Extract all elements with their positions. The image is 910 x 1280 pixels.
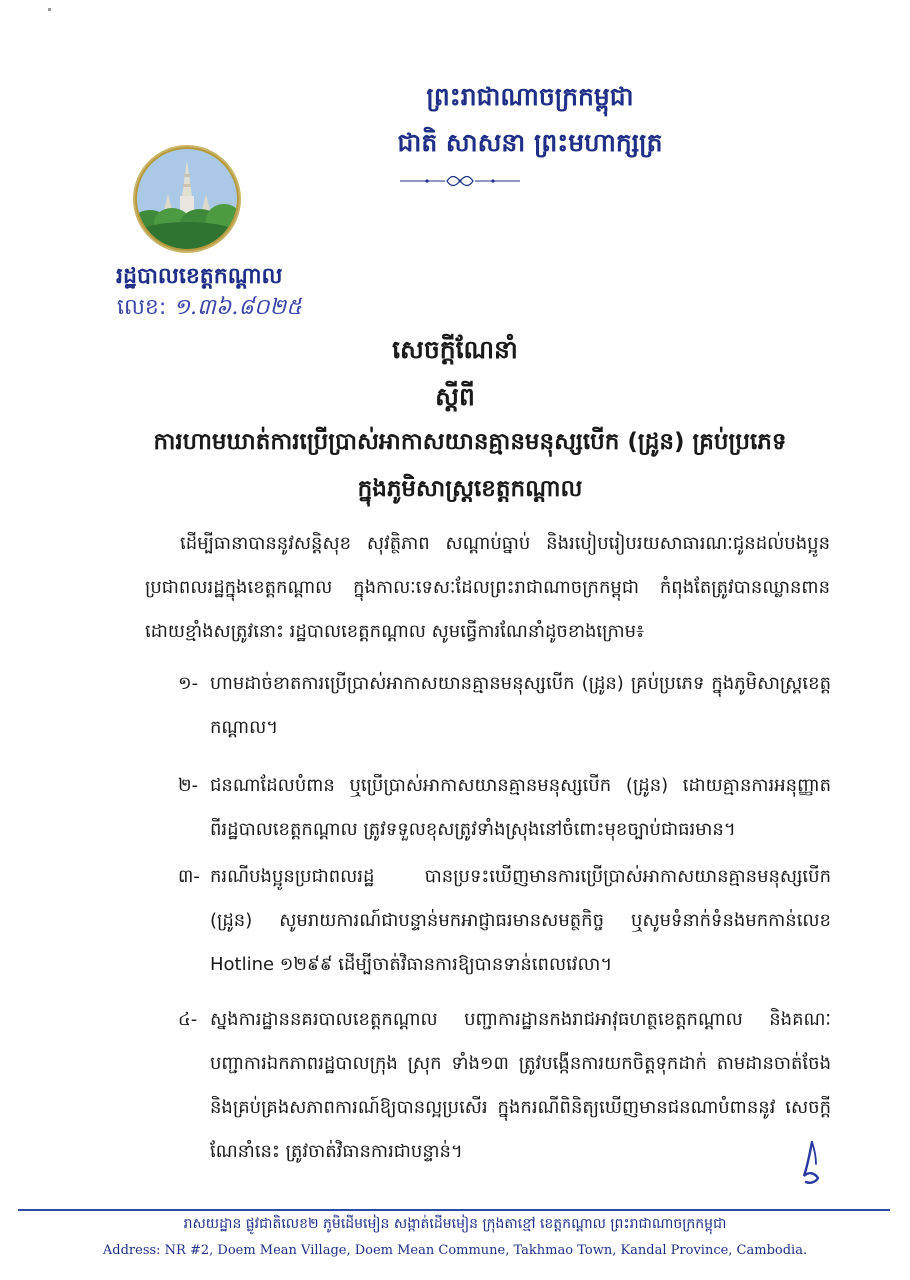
provincial-seal-icon <box>132 144 242 254</box>
item-number: ៤- <box>178 1009 198 1030</box>
intro-paragraph: ដើម្បីធានាបាននូវសន្តិសុខ សុវត្ថិភាព សណ្ដាប់ធ្នាប់ និងរបៀបរៀបរយសាធារណៈជូនដល់បងប្អូនប្រជាពលរដ្ឋក្នុងខេត្តកណ្ដាល ក្នុងកាលៈទេសៈដែលព្រះរាជាណាចក្រកម្ពុជា កំពុងតែត្រូវបានឈ្លានពានដោយខ្មាំងសត្រូវនោះ រដ្ឋបាលខេត្តកណ្ដាល សូមធ្វើការណែនាំដូចខាងក្រោម៖ <box>145 533 830 642</box>
footer-address-kh: រាសយដ្ឋាន ផ្លូវជាតិលេខ២ ភូមិដើមមៀន សង្កាត់ដើមមៀន ក្រុងតាខ្មៅ ខេត្តកណ្ដាល ព្រះរាជាណាចក្រកម្ពុជា <box>183 1216 727 1232</box>
document-about: ស្ដីពី <box>435 382 475 411</box>
item-number: ៣- <box>178 866 200 887</box>
issuing-office: រដ្ឋបាលខេត្តកណ្ដាល <box>116 264 283 289</box>
instruction-item <box>178 998 831 1174</box>
instruction-item <box>178 855 831 987</box>
ornament-divider-icon <box>395 172 525 190</box>
item-number: ២- <box>178 775 199 796</box>
item-text: ហាមដាច់ខាតការប្រើប្រាស់អាកាសយានគ្មានមនុស្សបើក (ដ្រូន) គ្រប់ប្រភេទ ក្នុងភូមិសាស្ត្រខេត្តកណ្ដាល។ <box>210 673 831 738</box>
instruction-item <box>178 662 831 750</box>
subject-line-1: ការហាមឃាត់ការប្រើប្រាស់អាកាសយានគ្មានមនុស្សបើក (ដ្រូន) គ្រប់ប្រភេទ <box>153 429 787 455</box>
reference-label: លេខ: <box>117 295 167 320</box>
reference-value: ១.៣៦.៨០២៥ <box>173 295 302 320</box>
footer-address-en: Address: NR #2, Doem Mean Village, Doem Mean Commune, Takhmao Town, Kandal Province, Cambodia. <box>102 1243 808 1258</box>
national-motto: ជាតិ សាសនា ព្រះមហាក្សត្រ <box>397 128 663 157</box>
document-type: សេចក្ដីណែនាំ <box>392 335 518 364</box>
subject-line-2: ក្នុងភូមិសាស្ត្រខេត្តកណ្ដាល <box>357 476 583 502</box>
footer-divider <box>18 1209 890 1211</box>
instruction-item <box>178 764 831 852</box>
item-text: ជនណាដែលបំពាន ឬប្រើប្រាស់អាកាសយានគ្មានមនុស្សបើក (ដ្រូន) ដោយគ្មានការអនុញ្ញាត ពីរដ្ឋបាលខេត្តកណ្ដាល ត្រូវទទួលខុសត្រូវទាំងស្រុងនៅចំពោះមុខច្បាប់ជាធរមាន។ <box>210 775 831 840</box>
item-text: ករណីបងប្អូនប្រជាពលរដ្ឋ បានប្រទះឃើញមានការប្រើប្រាស់អាកាសយានគ្មានមនុស្សបើក (ដ្រូន) សូមរាយការណ៍ជាបន្ទាន់មកអាជ្ញាធរមានសមត្ថកិច្ច ឬសូមទំនាក់ទំនងមកកាន់លេខ Hotline ១២៩៩ ដើម្បីចាត់វិធានការឱ្យបានទាន់ពេលវេលា។ <box>210 866 831 975</box>
scan-mark <box>48 8 51 11</box>
signature-initial-icon <box>796 1138 828 1190</box>
item-text: ស្នងការដ្ឋាននគរបាលខេត្តកណ្ដាល បញ្ជាការដ្ឋានកងរាជអាវុធហត្ថខេត្តកណ្ដាល និងគណៈបញ្ជាការឯកភាពរដ្ឋបាលក្រុង ស្រុក ទាំង១៣ ត្រូវបង្កើនការយកចិត្តទុកដាក់ តាមដានចាត់ចែង និងគ្រប់គ្រងសភាពការណ៍ឱ្យបានល្អប្រសើរ ក្នុងករណីពិនិត្យឃើញមានជនណាបំពាននូវ សេចក្ដីណែនាំនេះ ត្រូវចាត់វិធានការជាបន្ទាន់។ <box>210 1009 831 1162</box>
item-number: ១- <box>178 673 199 694</box>
reference-number <box>117 293 302 325</box>
kingdom-title: ព្រះរាជាណាចក្រកម្ពុជា <box>426 82 634 111</box>
